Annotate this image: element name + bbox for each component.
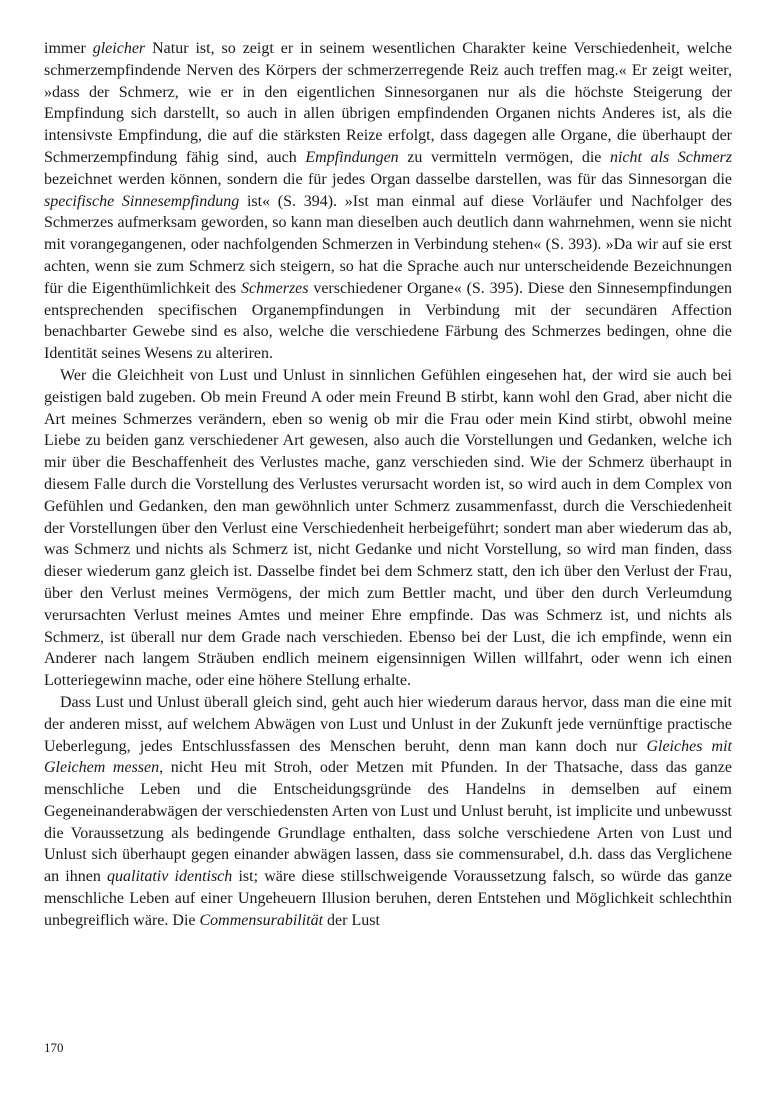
paragraph <box>44 38 732 365</box>
italic-phrase: Gleiches mit Gleichem messen <box>44 737 732 777</box>
italic-phrase: Commensurabilität <box>199 911 324 929</box>
italic-phrase: specifische Sinnesempfindung <box>44 192 240 210</box>
italic-phrase: Schmerzes <box>240 279 309 297</box>
text-run: der Lust <box>323 911 380 929</box>
paragraph <box>44 365 732 692</box>
text-run: Natur ist, so zeigt er in seinem wesentlichen Charakter keine Verschiedenheit, welche schmerzempfindende Nerven des Körpers der schmerzerregende Reiz auch treffen mag.« Er zeigt weiter, »dass der Schmerz, wie er in den eigentlichen Sinnesorganen nur als die höchste Steigerung der Empfindung sich darstellt, so auch in allen übrigen empfindenden Organen nichts Anderes ist, als die intensivste Empfindung, die auf die stärksten Reize erfolgt, dass dagegen alle Organe, die überhaupt der Schmerzempfindung fähig sind, auch <box>44 40 732 166</box>
page-number: 170 <box>44 1040 64 1055</box>
italic-phrase: Empfindungen <box>305 148 399 166</box>
text-run: immer <box>44 40 93 57</box>
text-run: , nicht Heu mit Stroh, oder Metzen mit Pfunden. In der Thatsache, dass das ganze menschliche Leben und die Entscheidungsgründe des Handelns in demselben auf einem Gegeneinanderabwägen der verschiedensten Arten von Lust und Unlust beruht, ist implicite und unbewusst die Voraussetzung als bedingende Grundlage enthalten, dass solche verschiedene Arten von Lust und Unlust sich überhaupt gegen einander abwägen lassen, dass sie commensurabel, d.h. dass das Verglichene an ihnen <box>44 759 733 886</box>
page-body <box>44 38 732 932</box>
text-run: Dass Lust und Unlust überall gleich sind, geht auch hier wiederum daraus hervor, dass man die eine mit der anderen misst, auf welchem Abwägen von Lust und Unlust in der Zukunft jede vernünftige practische Ueberlegung, jedes Entschlussfassen des Menschen beruht, denn man kann doch nur <box>44 693 732 755</box>
italic-phrase: gleicher <box>92 40 146 57</box>
text-run: bezeichnet werden können, sondern die für jedes Organ dasselbe darstellen, was für das Sinnesorgan die <box>44 170 732 188</box>
paragraph <box>44 692 732 932</box>
italic-phrase: nicht als Schmerz <box>609 148 732 166</box>
text-run: verschiedener Organe« (S. 395). Diese den Sinnesempfindungen entsprechenden specifischen Organempfindungen in Verbindung mit der secundären Affection benachbarter Gewebe sind es also, welche die verschiedene Färbung des Schmerzes bedingen, ohne die Identität seines Wesens zu alteriren. <box>44 279 732 363</box>
text-run: Wer die Gleichheit von Lust und Unlust in sinnlichen Gefühlen eingesehen hat, der wird sie auch bei geistigen bald zugeben. Ob mein Freund A oder mein Freund B stirbt, kann wohl den Grad, aber nicht die Art meines Schmerzes verändern, eben so wenig ob mir die Frau oder mein Kind stirbt, obwohl meine Liebe zu beiden ganz verschiedener Art gewesen, also auch die Vorstellungen und Gedanken, welche ich mir über die Beschaffenheit des Verlustes mache, ganz verschieden sind. Wie der Schmerz überhaupt in diesem Falle durch die Vorstellung des Verlustes verursacht worden ist, so wird auch in dem Complex von Gefühlen und Gedanken, den man gewöhnlich unter Schmerz zusammenfasst, durch die Verschiedenheit der Vorstellungen über den Verlust eine Verschiedenheit herbeigeführt; sondert man aber wiederum das ab, was Schmerz und nichts als Schmerz ist, nicht Gedanke und nicht Vorstellung, so wird man finden, dass dieser wiederum ganz gleich ist. Dasselbe findet bei dem Schmerz statt, den ich über den Verlust der Frau, über den Verlust meines Vermögens, der mich zum Bettler macht, und über den durch Verleumdung verursachten Verlust meines Amtes und meiner Ehre empfinde. Das was Schmerz ist, und nichts als Schmerz, ist überall nur dem Grade nach verschieden. Ebenso bei der Lust, die ich empfinde, wenn ein Anderer nach langem Sträuben endlich meinem eigensinnigen Willen willfahrt, oder wenn ich einen Lotteriegewinn mache, oder eine höhere Stellung erhalte. <box>44 366 732 690</box>
italic-phrase: qualitativ identisch <box>107 868 233 886</box>
text-run: zu vermitteln vermögen, die <box>398 148 610 166</box>
text-run: ist; wäre diese stillschweigende Voraussetzung falsch, so würde das ganze menschliche Leben auf einer Ungeheuern Illusion beruhen, deren Entstehen und Möglichkeit schlechthin unbegreiflich wäre. Die <box>44 868 733 929</box>
text-run: ist« (S. 394). »Ist man einmal auf diese Vorläufer und Nachfolger des Schmerzes aufmerksam geworden, so kann man dieselben auch deutlich dann wahrnehmen, wenn sie nicht mit vorangegangenen, oder nachfolgenden Schmerzen in Verbindung stehen« (S. 393). »Da wir auf sie erst achten, wenn sie zum Schmerz sich steigern, so hat die Sprache auch nur unterscheidende Bezeichnungen für die Eigenthümlichkeit des <box>44 192 733 297</box>
